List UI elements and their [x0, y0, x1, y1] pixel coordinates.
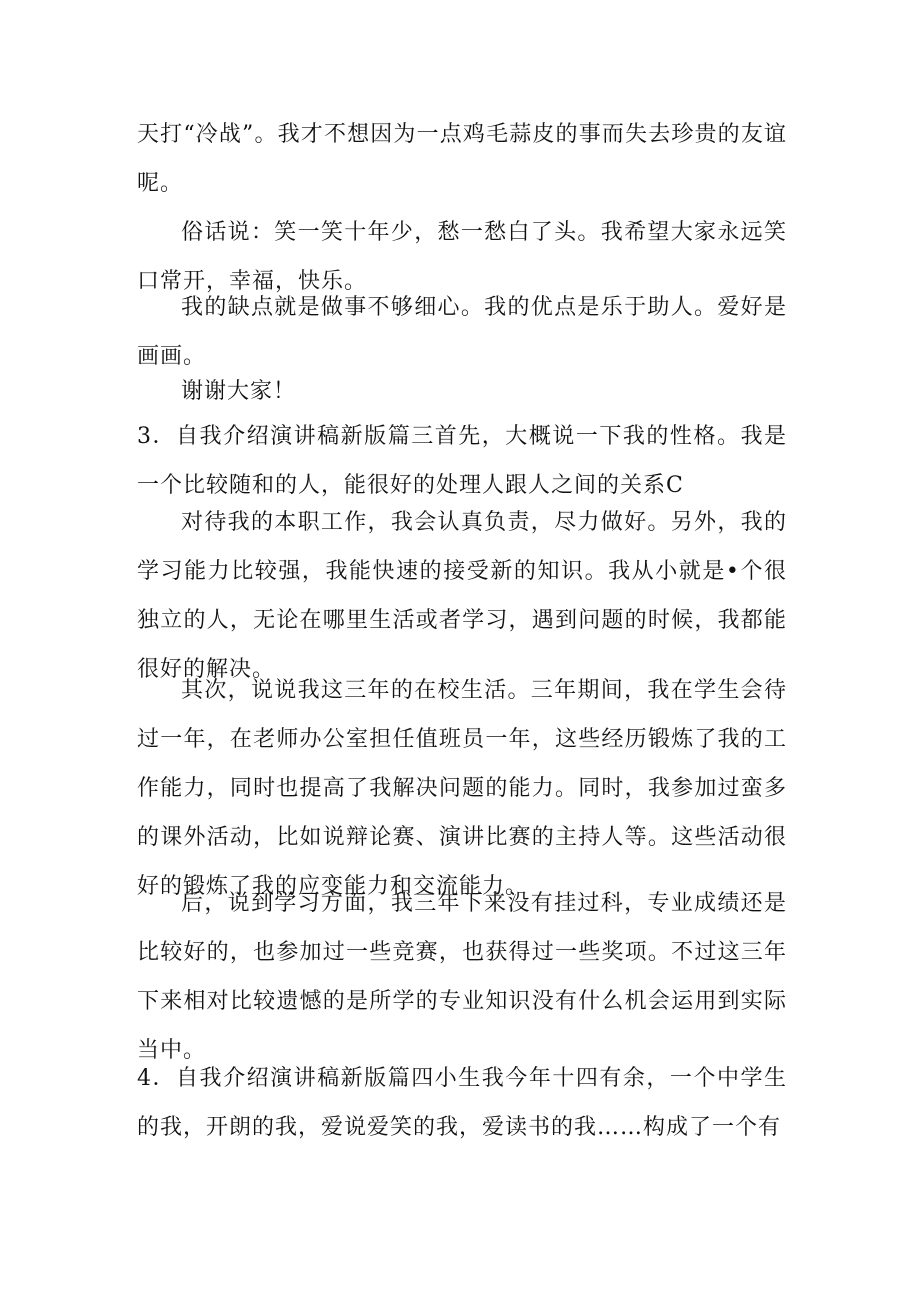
- paragraph-1: 天打“冷战”。我才不想因为一点鸡毛蒜皮的事而失去珍贵的友谊呢。: [137, 122, 787, 196]
- paragraph-2: 俗话说：笑一笑十年少，愁一愁白了头。我希望大家永远笑口常开，幸福，快乐。: [137, 220, 787, 294]
- paragraph-7: 其次，说说我这三年的在校生活。三年期间，我在学生会待过一年，在老师办公室担任值班员一年，这些经历锻炼了我的工作能力，同时也提高了我解决问题的能力。同时，我参加过蛮多的课外活动，比如说辩论赛、演讲比赛的主持人等。这些活动很好的锻炼了我的应变能力和交流能力。: [137, 678, 787, 899]
- section-heading-4: 4．自我介绍演讲稿新版篇四小生我今年十四有余，一个中学生的我，开朗的我，爱说爱笑的我，爱读书的我……构成了一个有: [137, 1066, 787, 1140]
- paragraph-4: 谢谢大家！: [181, 379, 297, 404]
- paragraph-3: 我的缺点就是做事不够细心。我的优点是乐于助人。爱好是画画。: [137, 295, 787, 369]
- paragraph-6: 对待我的本职工作，我会认真负责，尽力做好。另外，我的学习能力比较强，我能快速的接受新的知识。我从小就是•个很独立的人，无论在哪里生活或者学习，遇到问题的时候，我都能很好的解决。: [137, 510, 787, 682]
- section-heading-3: 3．自我介绍演讲稿新版篇三首先，大概说一下我的性格。我是一个比较随和的人，能很好的处理人跟人之间的关系C: [137, 424, 787, 498]
- paragraph-8: 后，说到学习方面，我三年下来没有挂过科，专业成绩还是比较好的，也参加过一些竞赛，也获得过一些奖项。不过这三年下来相对比较遗憾的是所学的专业知识没有什么机会运用到实际当中。: [137, 891, 787, 1063]
